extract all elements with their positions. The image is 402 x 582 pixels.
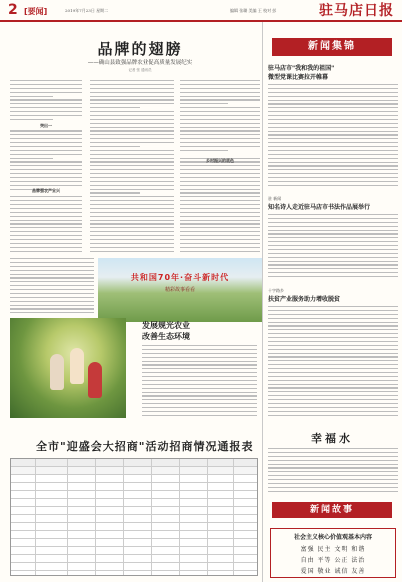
photo-caption-title: 发展规光农业 改善生态环境 — [142, 320, 190, 341]
news-item-3-kicker: 十字路乡 — [268, 288, 284, 293]
core-values-title: 社会主义核心价值观基本内容 — [293, 534, 372, 541]
lead-article-byline: 记者 张 通讯员 — [128, 68, 152, 72]
news-item-2-kicker: 驻 新闻 — [268, 196, 282, 201]
editor-credits: 编辑 张璐 美编 王 校对 彭 — [230, 8, 277, 13]
core-values-row-2: 自由 平等 公正 法治 — [300, 557, 366, 564]
news-item-1-body — [268, 84, 398, 192]
article-column-1b — [10, 258, 94, 316]
news-story-banner: 新闻故事 — [272, 502, 392, 518]
article-subhead-2: 品牌强农产业兴 — [32, 188, 60, 193]
news-digest-banner: 新闻集锦 — [272, 38, 392, 56]
article-column-2 — [90, 80, 174, 258]
news-item-1-headline: 驻马店市"我和我的祖国" 微型党课比赛拉开帷幕 — [268, 65, 335, 81]
essay-title: 幸福水 — [311, 432, 353, 445]
campaign-banner-photo — [98, 258, 262, 322]
article-subhead-1: 突出一 — [40, 123, 52, 128]
news-item-3-body — [268, 306, 398, 424]
news-item-3-headline: 扶贫产业服务助力增收脱贫 — [268, 296, 341, 303]
person-figure — [70, 348, 84, 384]
article-column-1 — [10, 80, 82, 258]
news-item-2-headline: 知名诗人走近驻马店市书法作品展举行 — [268, 204, 371, 211]
article-subhead-3: 乡村振兴的底色 — [206, 158, 234, 163]
newspaper-masthead: 驻马店日报 — [319, 3, 394, 19]
page-header — [0, 0, 402, 22]
core-values-row-3: 爱国 敬业 诚信 友善 — [300, 568, 366, 575]
page-number: 2 — [8, 2, 18, 18]
photo-caption-body — [142, 345, 257, 421]
investment-report-table — [10, 458, 258, 576]
agriculture-photo — [10, 318, 126, 418]
lead-article-title: 品牌的翅膀 — [97, 40, 183, 58]
date-line: 2019年7月23日 星期二 — [65, 8, 109, 13]
investment-table-title: 全市"迎盛会大招商"活动招商情况通报表 — [36, 440, 254, 453]
person-figure — [50, 354, 64, 390]
person-figure — [88, 362, 102, 398]
core-values-box — [270, 528, 396, 578]
essay-body — [268, 448, 398, 498]
campaign-banner-text: 共和国70年·奋斗新时代 — [130, 273, 230, 282]
news-item-2-body — [268, 214, 398, 284]
article-column-3 — [180, 80, 260, 258]
lead-article-subtitle: ——确山县致强品牌农业促高质量发展纪实 — [87, 60, 193, 66]
section-label: [要闻] — [24, 7, 48, 16]
core-values-row-1: 富强 民主 文明 和谐 — [300, 546, 366, 553]
campaign-banner-subtitle: 精彩故事看看 — [164, 287, 195, 293]
